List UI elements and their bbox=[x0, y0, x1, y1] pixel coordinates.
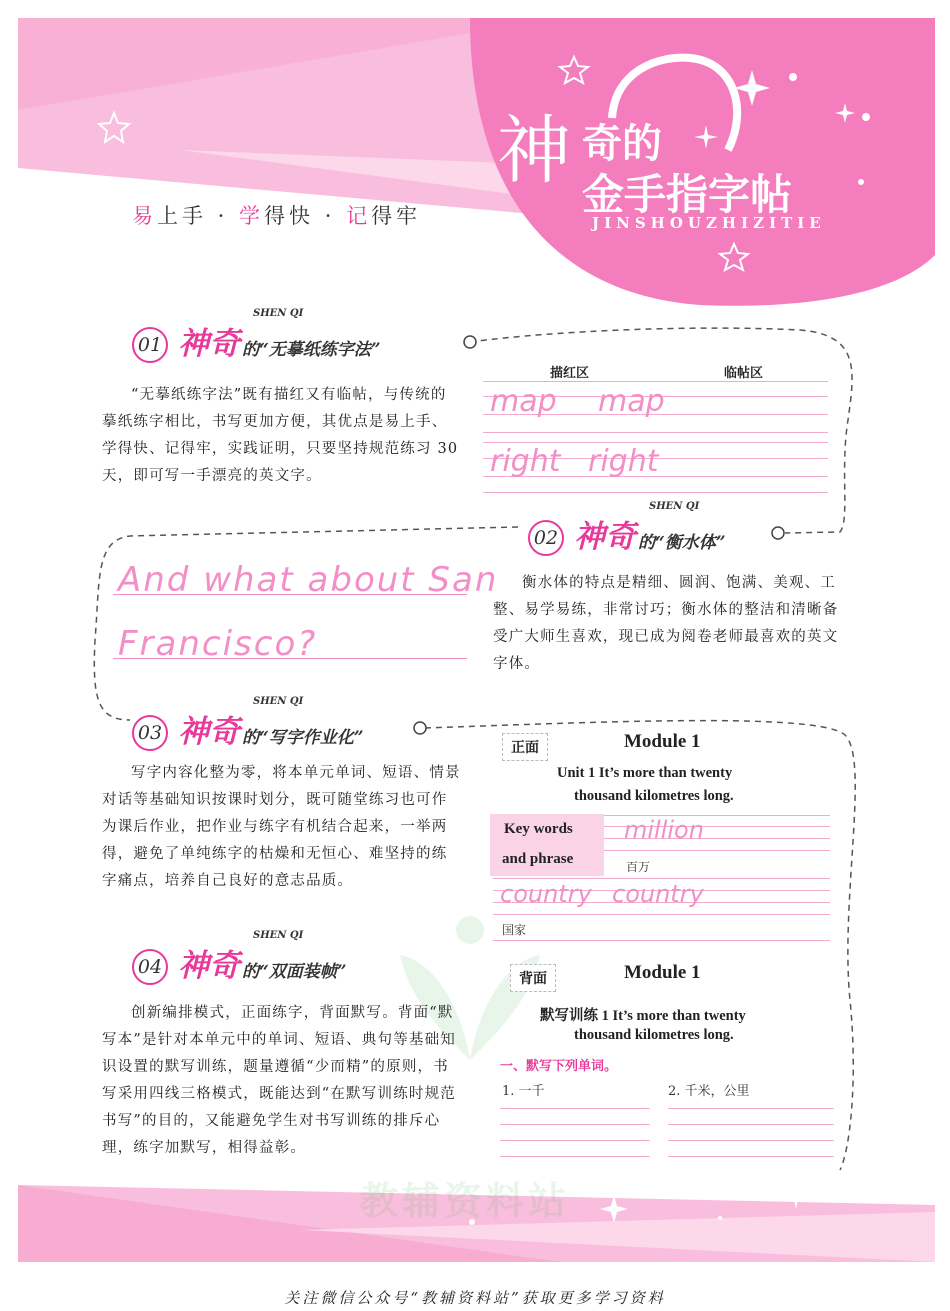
key-words-label-1: Key words bbox=[504, 821, 573, 837]
back-tag: 背面 bbox=[510, 964, 556, 992]
guide-line bbox=[483, 442, 828, 443]
section-name: 的“双面装帧” bbox=[242, 962, 347, 982]
shenqi-pinyin: SHEN QI bbox=[253, 696, 304, 707]
title-pinyin: JINSHOUZHIZITIE bbox=[592, 214, 826, 232]
shenqi-label: 神奇 bbox=[178, 326, 240, 362]
footer-notice: 关注微信公众号“教辅资料站”获取更多学习资料 bbox=[284, 1289, 666, 1307]
tagline-text-2: 得快 · bbox=[264, 204, 347, 228]
title-big-char: 神 bbox=[497, 108, 571, 194]
copy-zone-label: 临帖区 bbox=[724, 366, 764, 381]
front-module-title: Module 1 bbox=[624, 731, 701, 752]
trace-word-map: map bbox=[490, 384, 557, 419]
answer-line bbox=[668, 1124, 834, 1125]
guide-line bbox=[493, 878, 830, 879]
guide-line bbox=[493, 914, 830, 915]
section-name: 的“衡水体” bbox=[638, 533, 726, 553]
answer-line bbox=[668, 1156, 834, 1157]
section-04-text: 创新编排模式，正面练字，背面默写。背面“默写本”是针对本单元中的单词、短语、典句等基础知识设置的默写训练，题量遵循“少而精”的原则，书写采用四线三格模式，既能达到“在默写训练时规范书写”的目的，又能避免学生对书写训练的排斥心理，练字加默写，相得益彰。 bbox=[102, 1005, 457, 1156]
tagline-char-1: 易 bbox=[132, 204, 157, 228]
shenqi-label: 神奇 bbox=[178, 948, 240, 984]
answer-line bbox=[500, 1108, 650, 1109]
section-number: 04 bbox=[132, 949, 168, 985]
section-02-text: 衡水体的特点是精细、圆润、饱满、美观、工整、易学易练，非常讨巧；衡水体的整洁和清晰备受广大师生喜欢，现已成为阅卷老师最喜欢的英文字体。 bbox=[493, 575, 839, 672]
shenqi-pinyin: SHEN QI bbox=[253, 308, 304, 319]
tagline-text-1: 上手 · bbox=[157, 204, 240, 228]
answer-line bbox=[500, 1140, 650, 1141]
back-instruction: 一、默写下列单词。 bbox=[500, 1059, 618, 1074]
front-unit-line-2: thousand kilometres long. bbox=[574, 788, 734, 804]
answer-line bbox=[500, 1124, 650, 1125]
guide-line bbox=[483, 492, 828, 493]
tagline-char-3: 记 bbox=[346, 204, 372, 228]
front-tag: 正面 bbox=[502, 733, 548, 761]
shenqi-label: 神奇 bbox=[574, 519, 636, 555]
sample-line-2: Francisco? bbox=[118, 624, 318, 664]
back-module-title: Module 1 bbox=[624, 962, 701, 983]
key-words-label-2: and phrase bbox=[502, 851, 574, 867]
word-million-cn: 百万 bbox=[626, 860, 651, 874]
section-04-heading bbox=[132, 930, 347, 985]
word-country-cn: 国家 bbox=[502, 923, 527, 937]
word-country-copy: country bbox=[612, 880, 704, 908]
copy-word-map: map bbox=[598, 384, 665, 419]
copy-word-right: right bbox=[588, 444, 659, 479]
watermark-text: 教辅资料站 bbox=[360, 1179, 571, 1223]
sample-line-1: And what about San bbox=[118, 560, 499, 600]
answer-line bbox=[668, 1140, 834, 1141]
section-name: 的“写字作业化” bbox=[242, 728, 364, 748]
tagline-char-2: 学 bbox=[239, 204, 265, 228]
back-q1: 1. 一千 bbox=[502, 1084, 545, 1099]
front-unit-line-1: Unit 1 It’s more than twenty bbox=[557, 765, 733, 781]
guide-line bbox=[483, 432, 828, 433]
back-unit-line-2: thousand kilometres long. bbox=[574, 1027, 734, 1043]
word-country-trace: country bbox=[500, 880, 592, 908]
section-03-heading bbox=[132, 696, 364, 751]
back-q2: 2. 千米，公里 bbox=[668, 1084, 750, 1099]
section-number: 01 bbox=[132, 327, 168, 363]
section-name: 的“无摹纸练字法” bbox=[242, 340, 381, 360]
trace-zone-label: 描红区 bbox=[550, 366, 590, 381]
trace-word-right: right bbox=[490, 444, 561, 479]
shenqi-label: 神奇 bbox=[178, 714, 240, 750]
answer-line bbox=[668, 1108, 834, 1109]
section-03-text: 写字内容化整为零，将本单元单词、短语、情景对话等基础知识按课时划分，既可随堂练习也可作为课后作业，把作业与练字有机结合起来，一举两得，避免了单纯练字的枯燥和无恒心、难坚持的练字痛点，培养自己良好的意志品质。 bbox=[102, 765, 461, 889]
back-unit-line-1: 默写训练 1 It’s more than twenty bbox=[540, 1008, 746, 1024]
section-number: 02 bbox=[528, 520, 564, 556]
guide-line bbox=[493, 940, 830, 941]
word-million: million bbox=[624, 816, 704, 844]
tagline bbox=[132, 200, 421, 230]
title-line-2: 金手指字帖 bbox=[582, 170, 793, 219]
answer-line bbox=[500, 1156, 650, 1157]
shenqi-pinyin: SHEN QI bbox=[253, 930, 304, 941]
shenqi-pinyin: SHEN QI bbox=[649, 501, 700, 512]
section-02-heading bbox=[528, 501, 726, 556]
tagline-text-3: 得牢 bbox=[371, 204, 422, 228]
section-01-heading bbox=[132, 308, 381, 363]
guide-line bbox=[604, 850, 830, 851]
section-number: 03 bbox=[132, 715, 168, 751]
title-line-1: 奇的 bbox=[582, 120, 662, 167]
section-01-text: “无摹纸练字法”既有描红又有临帖，与传统的摹纸练字相比，书写更加方便，其优点是易上手、学得快、记得牢，实践证明，只要坚持规范练习 30 天，即可写一手漂亮的英文字。 bbox=[102, 387, 459, 484]
guide-line bbox=[483, 381, 828, 382]
